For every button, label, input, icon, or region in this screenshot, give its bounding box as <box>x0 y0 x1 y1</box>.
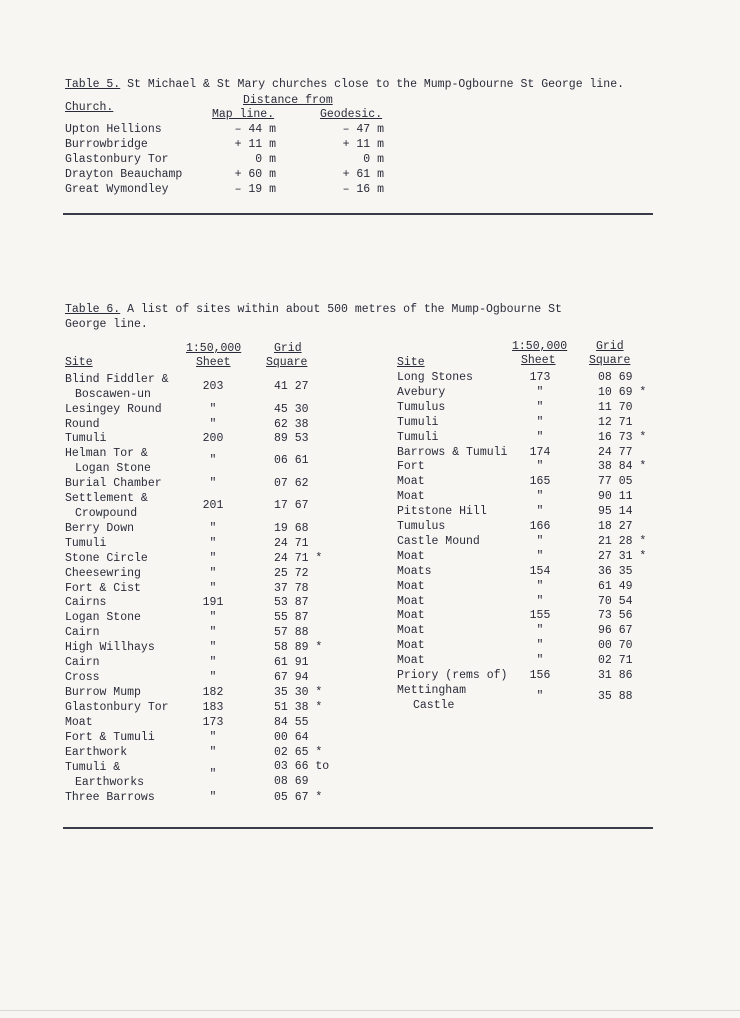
table6-right-sheet-cell: " <box>536 460 544 474</box>
table6-right-sheet-cell: " <box>536 654 544 668</box>
table6-left-sheet-cell: " <box>209 552 217 565</box>
table6-left-site-cell: Glastonbury Tor <box>65 701 169 714</box>
table6-left-header-scale: 1:50,000 <box>186 342 242 355</box>
table6-right-site-cell: Castle Mound <box>397 534 480 548</box>
table6-right-header-site: Site <box>397 356 425 369</box>
table6-left-sheet-cell: " <box>209 731 217 744</box>
table6-left-site-cell: Logan Stone <box>65 611 141 624</box>
table6-right-sheet-cell: 156 <box>529 669 551 682</box>
table6-left-grid-cell: 55 87 <box>274 611 309 624</box>
table6-right-sheet-cell: " <box>536 534 544 548</box>
table6-right-sheet-cell: " <box>536 400 544 414</box>
table6-left-sheet-cell: 200 <box>202 432 224 445</box>
table6-left-sheet-cell: 191 <box>202 596 224 609</box>
table6-right-sheet-cell: " <box>536 624 544 638</box>
table6-right-sheet-cell: " <box>536 549 544 563</box>
table6-right-header-sheet: Sheet <box>521 354 556 367</box>
table6-left-site-cell: Stone Circle <box>65 552 148 565</box>
table6-right-site-cell: Tumulus <box>397 520 446 533</box>
table6-right-sheet-cell: 166 <box>529 520 551 533</box>
table6-right-site-cell: Moat <box>397 475 425 489</box>
table6-right-sheet-cell: " <box>536 579 544 593</box>
table6-right-grid-cell: 36 35 <box>598 564 633 578</box>
table6-left-grid-cell: 58 89 * <box>274 641 323 654</box>
table6-right-site-cell: Moat <box>397 654 425 668</box>
table6-left-grid-cell: 05 67 * <box>274 791 323 804</box>
table6-left-site-cell: Blind Fiddler & <box>65 373 169 386</box>
table6-left-site-cell: Earthworks <box>75 776 145 789</box>
table6-left-header-site: Site <box>65 356 93 369</box>
table6-left-site-cell: Burial Chamber <box>65 477 162 490</box>
table6-left-site-cell: Earthwork <box>65 746 128 759</box>
table5-map-cell: – 19 m <box>234 183 276 196</box>
table6-left-site-cell: Cross <box>65 671 100 684</box>
table6-right-sheet-cell: 155 <box>529 609 551 623</box>
table6-right-header-scale: 1:50,000 <box>512 340 568 353</box>
table6-right-site-cell: Moat <box>397 594 425 608</box>
table6-left-grid-cell: 84 55 <box>274 716 309 729</box>
table6-left-grid-cell: 07 62 <box>274 477 309 490</box>
table6-right-site-cell: Priory (rems of) <box>397 669 508 682</box>
table6-right-grid-cell: 90 11 <box>598 490 633 504</box>
table6-left-header-square: Square <box>266 356 308 369</box>
table6-right-grid-cell: 95 14 <box>598 505 633 519</box>
table6-right-sheet-cell: " <box>536 415 544 429</box>
table5-caption-text: St Michael & St Mary churches close to the Mump-Ogbourne St George line. <box>127 78 625 91</box>
table6-left-site-cell: High Willhays <box>65 641 155 654</box>
table6-right-grid-cell: 73 56 <box>598 609 633 623</box>
table6-left-grid-cell: 45 30 <box>274 403 309 416</box>
table6-right-grid-cell: 11 70 <box>598 400 633 414</box>
table6-left-grid-cell: 03 66 to <box>274 760 330 773</box>
table6-left-site-cell: Three Barrows <box>65 791 155 804</box>
table6-left-grid-cell: 61 91 <box>274 656 309 669</box>
table6-left-grid-cell: 19 68 <box>274 522 309 535</box>
table6-right-sheet-cell: " <box>536 594 544 608</box>
table6-left-site-cell: Helman Tor & <box>65 447 148 460</box>
table5-church-cell: Upton Hellions <box>65 123 162 136</box>
table6-right-grid-cell: 38 84 * <box>598 460 647 474</box>
table6-right-grid-cell: 77 05 <box>598 475 633 489</box>
table6-right-grid-cell: 16 73 * <box>598 430 647 444</box>
table5-church-cell: Drayton Beauchamp <box>65 168 183 181</box>
table6-right-header-square: Square <box>589 354 631 367</box>
table6-left-site-cell: Fort & Tumuli <box>65 731 155 744</box>
table6-left-grid-cell: 62 38 <box>274 418 309 431</box>
table6-left-site-cell: Berry Down <box>65 522 135 535</box>
table5-geodesic-cell: 0 m <box>363 153 384 166</box>
table6-left-sheet-cell: 173 <box>202 716 224 729</box>
table5-geodesic-cell: – 16 m <box>342 183 384 196</box>
table6-right-header-grid: Grid <box>596 340 624 353</box>
table6-right-grid-cell: 27 31 * <box>598 549 647 563</box>
table5-map-cell: 0 m <box>255 153 276 166</box>
table6-left-header-grid: Grid <box>274 342 302 355</box>
table6-left-grid-cell: 67 94 <box>274 671 309 684</box>
table5-header-map: Map line. <box>212 108 275 121</box>
table6-right-site-cell: Tumuli <box>397 415 439 429</box>
table6-left-sheet-cell: " <box>209 641 217 654</box>
page-bottom-edge <box>0 1010 740 1011</box>
table6-left-site-cell: Settlement & <box>65 492 148 505</box>
table6-left-sheet-cell: " <box>209 477 217 490</box>
table6-left-sheet-cell: " <box>209 403 217 416</box>
table6-right-sheet-cell: 174 <box>529 445 551 459</box>
table6-left-sheet-cell: " <box>209 582 217 595</box>
table6-right-grid-cell: 10 69 * <box>598 385 647 399</box>
table6-left-grid-cell: 57 88 <box>274 626 309 639</box>
table6-right-grid-cell: 21 28 * <box>598 534 647 548</box>
table6-right-site-cell: Mettingham <box>397 683 467 697</box>
table6-right-site-cell: Fort <box>397 460 425 474</box>
table6-left-grid-cell: 08 69 <box>274 775 309 788</box>
table6-left-sheet-cell: " <box>209 791 217 804</box>
table6-left-site-cell: Burrow Mump <box>65 686 141 699</box>
table6-right-site-cell: Moat <box>397 624 425 638</box>
table6-left-grid-cell: 17 67 <box>274 499 309 512</box>
table6-left-sheet-cell: " <box>209 611 217 624</box>
table6-left-grid-cell: 51 38 * <box>274 701 323 714</box>
table6-left-site-cell: Cairn <box>65 626 100 639</box>
table6-right-site-cell: Barrows & Tumuli <box>397 445 508 459</box>
table5-church-cell: Glastonbury Tor <box>65 153 169 166</box>
table6-right-site-cell: Tumuli <box>397 430 439 444</box>
table6-left-site-cell: Cheesewring <box>65 567 141 580</box>
table6-left-site-cell: Lesingey Round <box>65 403 162 416</box>
table6-left-grid-cell: 00 64 <box>274 731 309 744</box>
table5-map-cell: + 11 m <box>234 138 276 151</box>
table6-left-sheet-cell: 203 <box>202 380 224 393</box>
table6-left-sheet-cell: " <box>209 567 217 580</box>
table6-left-grid-cell: 89 53 <box>274 432 309 445</box>
table5-rule <box>63 213 653 215</box>
table5-map-cell: – 44 m <box>234 123 276 136</box>
table5-church-cell: Burrowbridge <box>65 138 148 151</box>
table5-geodesic-cell: – 47 m <box>342 123 384 136</box>
table6-left-site-cell: Fort & Cist <box>65 582 141 595</box>
table6-left-grid-cell: 24 71 <box>274 537 309 550</box>
table6-right-site-cell: Pitstone Hill <box>397 505 487 519</box>
table6-right-sheet-cell: " <box>536 689 544 703</box>
table6-left-sheet-cell: " <box>209 537 217 550</box>
table6-right-site-cell: Moat <box>397 609 425 623</box>
table6-right-grid-cell: 08 69 <box>598 371 633 384</box>
table6-right-site-cell: Long Stones <box>397 371 473 384</box>
table6-left-grid-cell: 24 71 * <box>274 552 323 565</box>
table6-right-grid-cell: 02 71 <box>598 654 633 668</box>
table6-left-header-sheet: Sheet <box>196 356 231 369</box>
table6-left-sheet-cell: " <box>209 768 217 781</box>
table6-right-grid-cell: 18 27 <box>598 520 633 533</box>
table6-left-site-cell: Moat <box>65 716 93 729</box>
table6-right-site-cell: Moat <box>397 579 425 593</box>
table6-left-grid-cell: 25 72 <box>274 567 309 580</box>
table6-rule <box>63 827 653 829</box>
table5-geodesic-cell: + 11 m <box>342 138 384 151</box>
table6-left-sheet-cell: " <box>209 626 217 639</box>
table6-right-grid-cell: 24 77 <box>598 445 633 459</box>
table6-left-grid-cell: 06 61 <box>274 454 309 467</box>
table5-header-church: Church. <box>65 101 114 114</box>
table6-right-grid-cell: 96 67 <box>598 624 633 638</box>
table6-right-sheet-cell: " <box>536 430 544 444</box>
table6-right-grid-cell: 00 70 <box>598 639 633 653</box>
table6-right-site-cell: Moats <box>397 564 432 578</box>
table6-left-sheet-cell: " <box>209 418 217 431</box>
table5-church-cell: Great Wymondley <box>65 183 169 196</box>
table6-left-sheet-cell: 201 <box>202 499 224 512</box>
table6-left-grid-cell: 41 27 <box>274 380 309 393</box>
table6-right-site-cell: Moat <box>397 639 425 653</box>
table6-caption-label: Table 6. <box>65 303 121 316</box>
table6-left-sheet-cell: " <box>209 746 217 759</box>
table6-left-sheet-cell: " <box>209 454 217 467</box>
table6-left-grid-cell: 35 30 * <box>274 686 323 699</box>
table6-left-sheet-cell: 183 <box>202 701 224 714</box>
table6-right-site-cell: Avebury <box>397 385 446 399</box>
table6-right-sheet-cell: 154 <box>529 564 551 578</box>
table5-geodesic-cell: + 61 m <box>342 168 384 181</box>
table6-left-sheet-cell: 182 <box>202 686 224 699</box>
table6-right-grid-cell: 12 71 <box>598 415 633 429</box>
table6-right-sheet-cell: " <box>536 639 544 653</box>
table6-right-sheet-cell: " <box>536 505 544 519</box>
table6-caption-text: A list of sites within about 500 metres of the Mump-Ogbourne St <box>127 303 562 316</box>
table6-right-site-cell: Tumulus <box>397 400 446 414</box>
table6-left-grid-cell: 37 78 <box>274 582 309 595</box>
table6-left-site-cell: Cairn <box>65 656 100 669</box>
table6-caption-line2: George line. <box>65 318 148 331</box>
table5-header-geodesic: Geodesic. <box>320 108 383 121</box>
table6-left-site-cell: Boscawen-un <box>75 388 151 401</box>
table6-left-site-cell: Tumuli <box>65 537 107 550</box>
table5-header-distance: Distance from <box>243 94 333 107</box>
table6-left-site-cell: Crowpound <box>75 507 138 520</box>
table6-left-sheet-cell: " <box>209 522 217 535</box>
table6-left-site-cell: Tumuli <box>65 432 107 445</box>
table6-right-grid-cell: 70 54 <box>598 594 633 608</box>
table6-left-site-cell: Tumuli & <box>65 761 121 774</box>
table5-caption <box>65 78 624 92</box>
table6-right-site-cell: Castle <box>413 698 455 712</box>
table6-right-sheet-cell: 173 <box>529 371 551 384</box>
table6-right-site-cell: Moat <box>397 549 425 563</box>
table6-left-sheet-cell: " <box>209 656 217 669</box>
table6-left-grid-cell: 53 87 <box>274 596 309 609</box>
table6-right-grid-cell: 35 88 <box>598 689 633 703</box>
table6-left-grid-cell: 02 65 * <box>274 746 323 759</box>
table6-right-grid-cell: 31 86 <box>598 669 633 682</box>
table6-right-sheet-cell: 165 <box>529 475 551 489</box>
table6-left-site-cell: Cairns <box>65 596 107 609</box>
table6-left-site-cell: Round <box>65 418 100 431</box>
table6-right-grid-cell: 61 49 <box>598 579 633 593</box>
table6-left-sheet-cell: " <box>209 671 217 684</box>
table6-right-sheet-cell: " <box>536 385 544 399</box>
table5-caption-label: Table 5. <box>65 78 121 91</box>
table6-right-sheet-cell: " <box>536 490 544 504</box>
table6-caption-line1 <box>65 303 562 317</box>
table5-map-cell: + 60 m <box>234 168 276 181</box>
table6-right-site-cell: Moat <box>397 490 425 504</box>
table6-left-site-cell: Logan Stone <box>75 462 151 475</box>
